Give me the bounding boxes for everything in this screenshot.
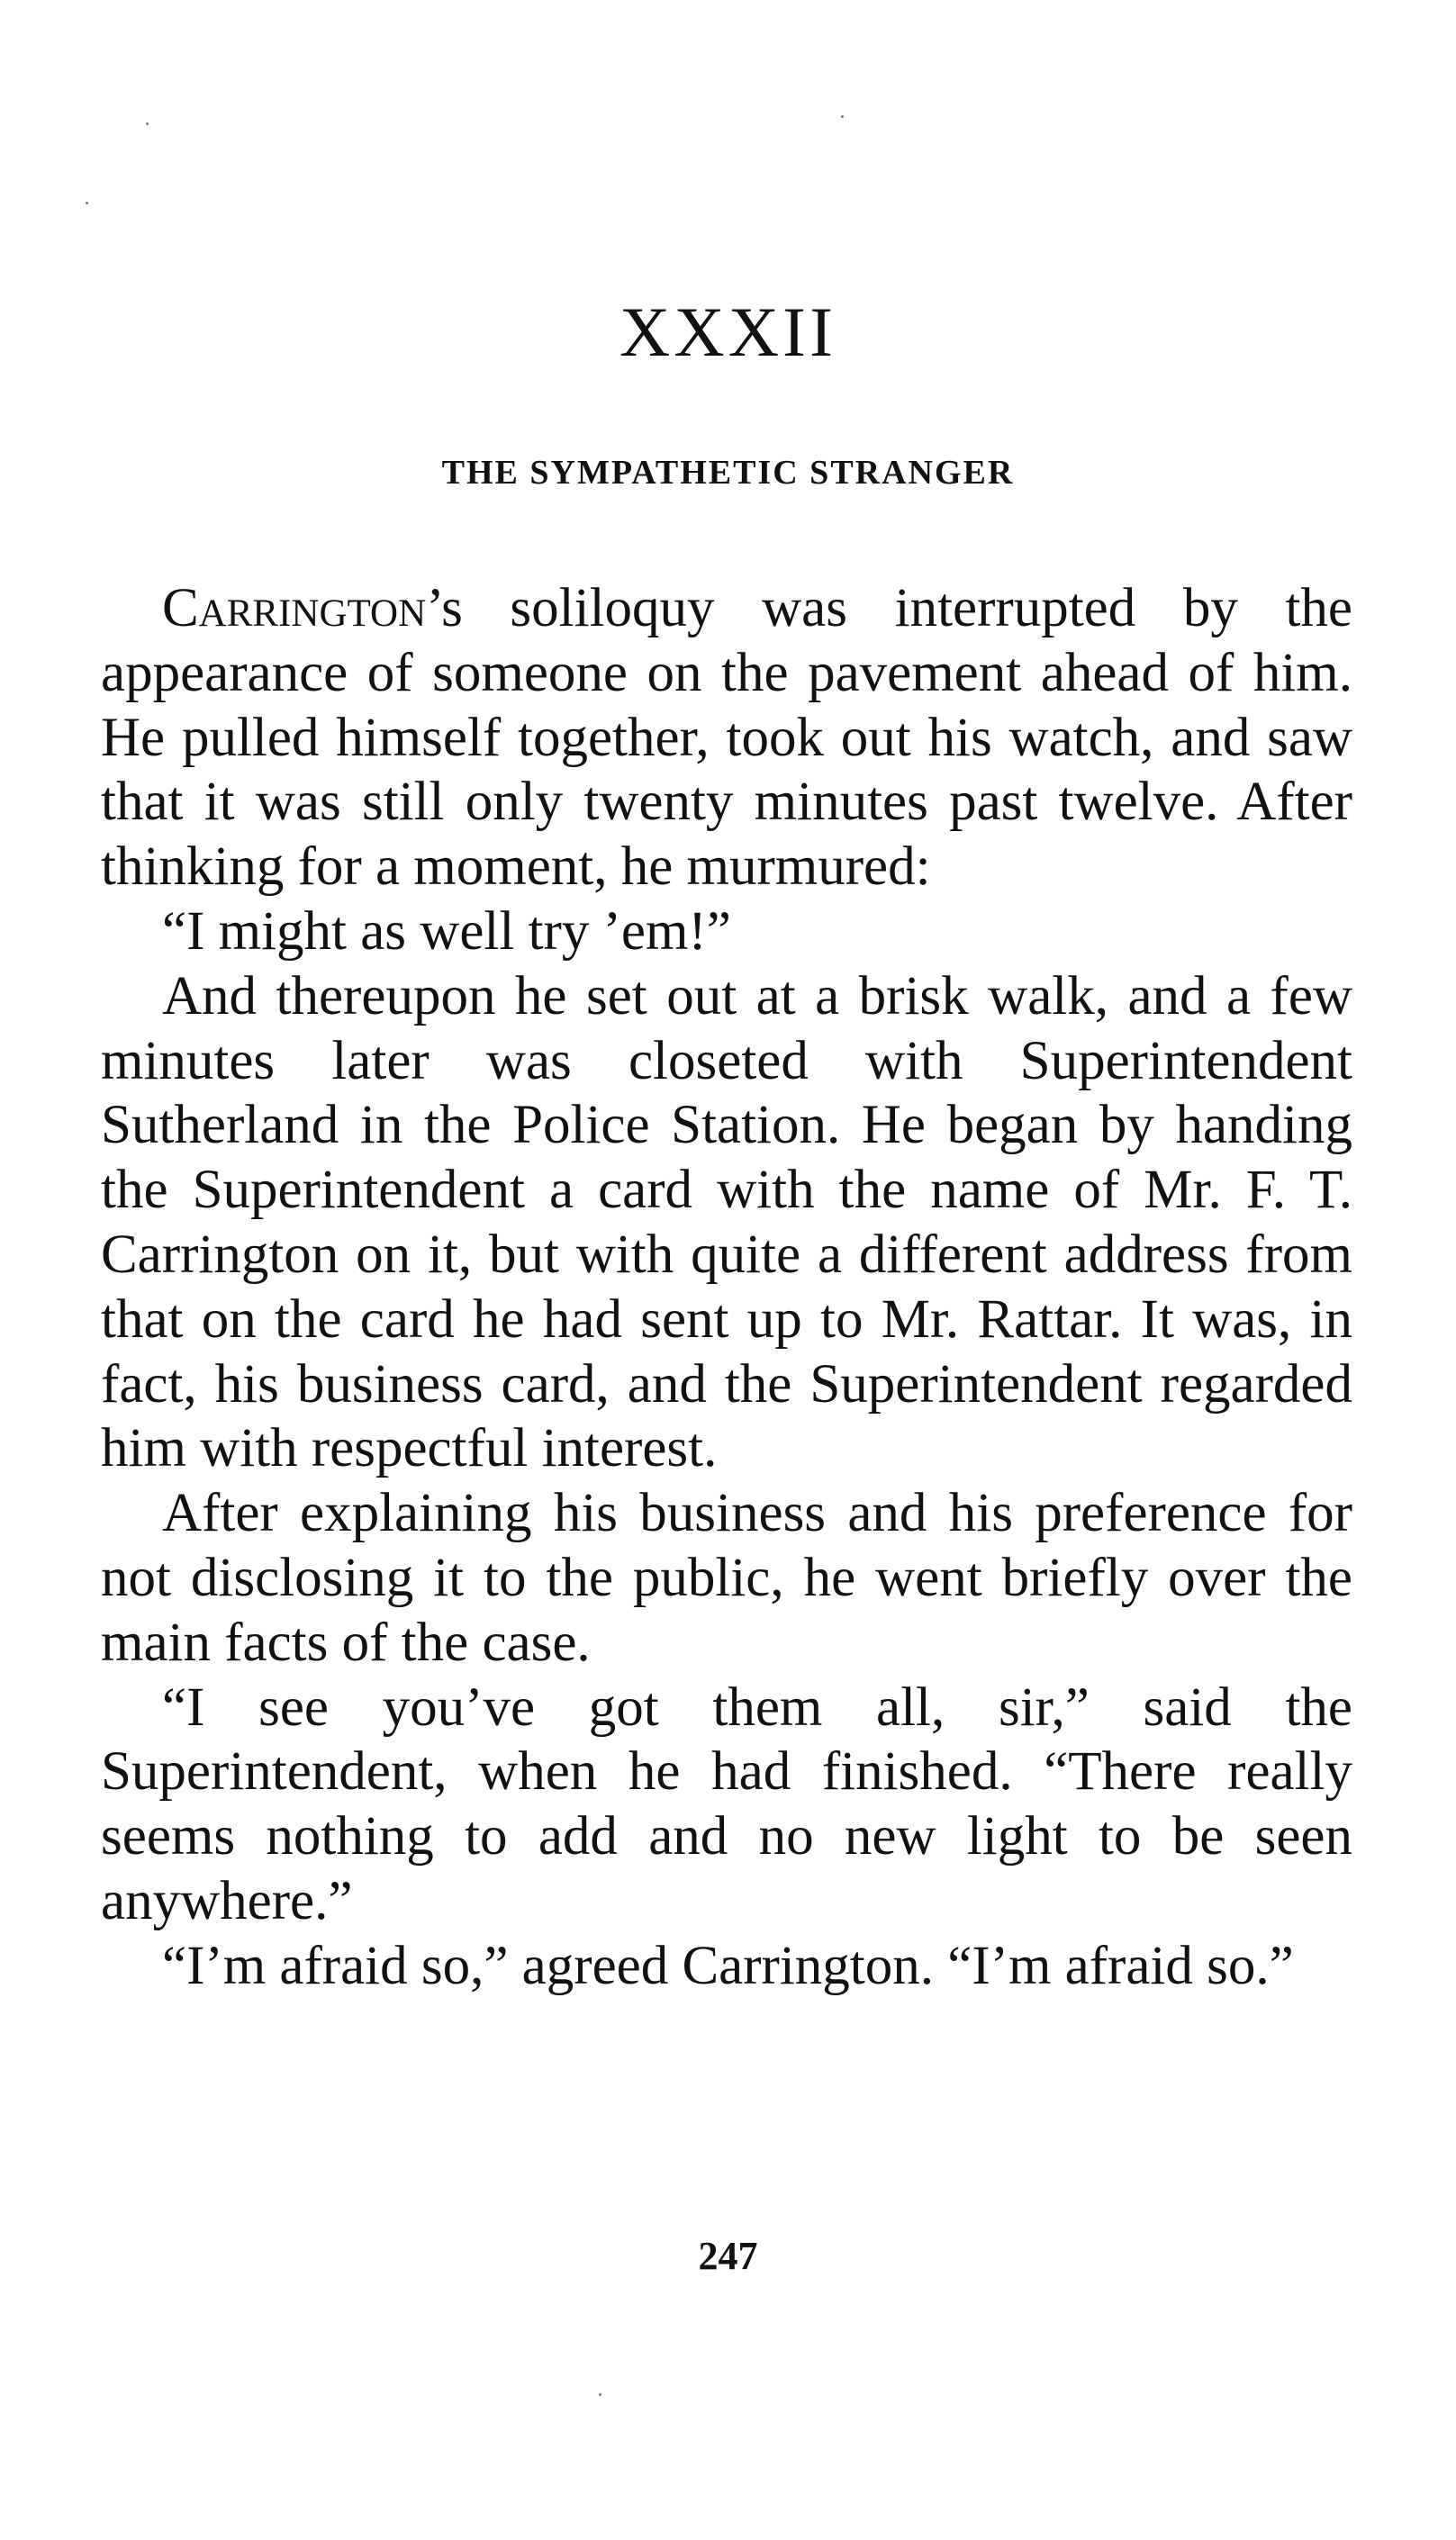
paragraph-6: “I’m afraid so,” agreed Carrington. “I’m afraid so.” [162,1935,1294,1996]
paper-speck [146,122,149,125]
paper-speck [841,115,844,118]
paragraph-3: And thereupon he set out at a brisk walk, and a few minutes later was closeted with Superintendent Sutherland in the Police Station. He began by handing the Superintendent a card with the name of Mr. F. T. Carrington on it, but with quite a different address from that on the card he had sent up to Mr. Rattar. It was, in fact, his business card, and the Superintendent regarded him with respectful interest. [101,965,1352,1479]
paragraph-2: “I might as well try ’em!” [162,900,731,962]
opening-name: Carrington [162,578,427,638]
paragraph-1 [101,576,1352,899]
chapter-number: XXXII [619,293,837,371]
paragraph-1-text: ’s soliloquy was interrupted by the appearance of someone on the pavement ahead of him. He pulled himself together, took out his watch, and saw that it was still only twenty minutes past twelve. After thinking for a moment, he murmured: [101,578,1352,898]
body-text [101,576,1352,1999]
chapter-title: THE SYMPATHETIC STRANGER [441,454,1015,492]
paragraph-4: After explaining his business and his preference for not disclosing it to the public, he went briefly over the main facts of the case. [101,1483,1352,1673]
paper-speck [599,2393,601,2396]
page-number: 247 [698,2234,758,2278]
paragraph-5: “I see you’ve got them all, sir,” said the Superintendent, when he had finished. “There really seems nothing to add and no new light to be seen anywhere.” [101,1677,1352,1931]
paper-speck [86,202,88,204]
